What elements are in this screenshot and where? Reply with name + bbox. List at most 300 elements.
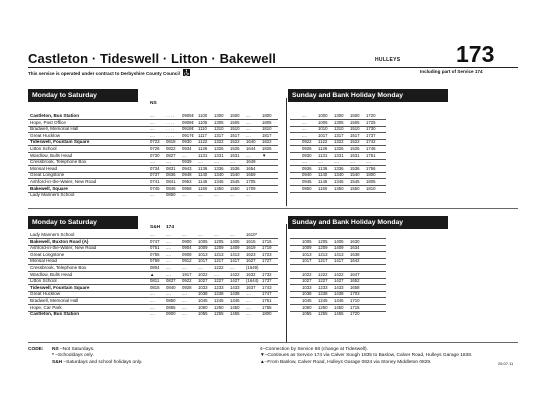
time-cell: 1350 [334, 185, 344, 191]
contract-subtitle: This service is operated under contract to Derbyshire County Council [28, 69, 190, 76]
time-cell: 1550 [350, 185, 360, 191]
time-cell: 0845 [166, 185, 176, 191]
stop-name: Great Hucklow [30, 132, 61, 138]
time-cell: 1627 [246, 258, 256, 264]
time-cell: 1526 [230, 146, 240, 151]
time-cell: 0912 [182, 258, 192, 264]
time-cell: 1010 [318, 126, 328, 132]
time-cell: 1540 [350, 172, 360, 178]
time-cell: 1245 [318, 298, 328, 303]
time-cell: 0759 [150, 258, 160, 264]
time-cell: 1619 [246, 245, 256, 251]
time-cell: 0850 [166, 192, 176, 198]
time-cell: .... [198, 159, 203, 165]
time-cell: 0958 [182, 185, 192, 191]
time-cell: 1756 [366, 165, 376, 171]
time-cell: 1705 [246, 179, 256, 184]
time-cell: .... [150, 192, 155, 198]
time-cell: 0855 [166, 304, 176, 310]
time-cell: 1126 [318, 146, 328, 151]
time-cell: .... [302, 119, 307, 125]
time-cell: . . . . [166, 119, 175, 125]
time-cell: 1522 [230, 139, 240, 145]
time-cell: .... [150, 126, 155, 132]
time-cell: 1238 [318, 291, 328, 297]
stop-name: Hope, Post Office [30, 119, 66, 125]
time-cell: 1630 [350, 238, 360, 244]
time-cell: 1150 [198, 185, 208, 191]
time-cell: 1110 [198, 126, 207, 132]
time-cell: 1540 [230, 172, 240, 178]
time-cell: 1022 [302, 271, 312, 277]
time-cell: 1033 [198, 284, 208, 290]
time-cell: 1805 [366, 179, 376, 184]
time-cell: 1050 [198, 304, 208, 310]
time-cell: .... [166, 251, 171, 257]
stop-name: Litton School [30, 278, 57, 284]
time-cell: 0917¢ [182, 132, 194, 138]
time-cell: 1751 [262, 298, 272, 303]
page-title: Castleton · Tideswell · Litton · Bakewell [28, 51, 277, 66]
time-cell: 1238 [214, 291, 224, 297]
time-cell: 1654 [246, 165, 256, 171]
time-cell: .... [302, 126, 307, 132]
time-cell: .... [246, 113, 251, 118]
time-cell: 1737 [366, 132, 376, 138]
time-cell: .... [246, 132, 251, 138]
time-cell: 1305 [214, 119, 224, 125]
time-cell: 1205 [318, 238, 328, 244]
time-cell: 1209 [214, 245, 224, 251]
time-cell: 1455 [334, 311, 344, 317]
time-cell: 0730 [150, 152, 160, 158]
time-cell: 1045 [198, 298, 208, 303]
time-cell: 0943 [182, 165, 192, 171]
time-cell: .... [214, 271, 219, 277]
time-cell: .... [302, 132, 307, 138]
time-cell: 1345 [214, 179, 224, 184]
time-cell: .... [246, 192, 251, 198]
print-code: 25.07.11 [498, 361, 514, 366]
stop-name: Castleton, Bus Station [30, 113, 80, 118]
time-cell: .... [182, 192, 187, 198]
time-cell: 0904 [182, 245, 192, 251]
time-cell: .... [214, 192, 219, 198]
time-cell: 1550 [230, 185, 240, 191]
stop-name: Bakewell, Square [30, 185, 68, 191]
time-cell: 1005 [302, 238, 312, 244]
time-cell: 1720 [350, 311, 360, 317]
time-cell: .... [166, 258, 171, 264]
time-cell: 1725 [366, 119, 376, 125]
time-cell: 1413 [230, 251, 240, 257]
time-cell: 0908 [182, 251, 192, 257]
time-cell: .... [182, 265, 187, 270]
column-header: S&H [150, 225, 161, 230]
stop-name: Castleton, Bus Station [30, 311, 80, 317]
time-cell: .... [198, 192, 203, 198]
row-divider [290, 192, 386, 193]
time-cell: 1652 [350, 278, 360, 284]
time-cell: .... [198, 265, 203, 270]
time-cell: .... [230, 265, 235, 270]
section-heading-sun-2: Sunday and Bank Holiday Monday [288, 216, 448, 229]
time-cell: 1326 [214, 146, 224, 151]
time-cell: 1105 [198, 119, 208, 125]
stop-name: Great Hucklow [30, 291, 61, 297]
time-cell: 0822 [166, 146, 176, 151]
time-cell: 1658 [350, 284, 360, 290]
time-cell: 1340 [334, 172, 344, 178]
time-cell: .... [182, 311, 187, 317]
time-cell: 1245 [214, 298, 224, 303]
time-cell: 1800 [262, 113, 272, 118]
time-cell: .... [166, 238, 171, 244]
time-cell: 0900 [166, 311, 176, 317]
time-cell: 0827 [166, 152, 176, 158]
time-cell: .... [150, 119, 155, 125]
time-cell: 1433 [230, 284, 240, 290]
note-key: * [52, 353, 56, 359]
time-cell: 1450 [334, 304, 344, 310]
time-cell: 0734 [150, 165, 160, 171]
time-cell: 0840 [166, 284, 176, 290]
time-cell: 1505 [230, 119, 240, 125]
time-cell: 1017 [318, 132, 328, 138]
time-cell: 1136 [198, 165, 208, 171]
time-cell: 0841 [166, 179, 176, 184]
time-cell: 1719 [262, 245, 272, 251]
note-item [52, 353, 94, 358]
time-cell: .... [318, 159, 323, 165]
time-cell: .... [166, 265, 171, 270]
time-cell: 1747 [262, 291, 272, 297]
time-cell: 1505 [350, 119, 360, 125]
time-cell: 1649 [246, 159, 256, 165]
time-cell: 1510 [230, 126, 240, 132]
time-cell: 1917 [182, 271, 192, 277]
column-divider-2 [286, 224, 287, 342]
time-cell: 0948 [182, 172, 192, 178]
time-cell: 1438 [334, 291, 344, 297]
time-cell: 1730 [366, 126, 376, 132]
time-cell: .... [150, 311, 155, 317]
time-cell: . . . . [166, 113, 175, 118]
time-cell: .... [182, 152, 187, 158]
stop-name: Litton School [30, 146, 57, 151]
time-cell: 1545 [230, 179, 240, 184]
time-cell: 1100 [198, 113, 208, 118]
time-cell: 1455 [230, 311, 240, 317]
time-cell: 1122 [198, 139, 208, 145]
time-cell: 1140 [198, 172, 208, 178]
time-cell: 0950 [302, 185, 312, 191]
time-cell: .... [150, 159, 155, 165]
time-cell: 1050 [302, 304, 312, 310]
time-cell: 1350 [214, 185, 224, 191]
time-cell: 1817 [262, 132, 272, 138]
time-cell: 0930 [302, 152, 312, 158]
note-text: –Schooldays only. [55, 353, 94, 359]
stop-name: Great Longstone [30, 172, 65, 178]
time-cell: 0930 [182, 139, 192, 145]
time-cell: 1723 [262, 251, 272, 257]
note-item: ▲–From Baslow, Calver Road, Hulleys Garage 0824 via Stoney Middleton 0829. [260, 359, 432, 365]
time-cell: 1710 [350, 298, 360, 303]
time-cell: 1033 [302, 284, 312, 290]
route-number: 173 [456, 41, 495, 67]
time-cell: 0936 [302, 165, 312, 171]
time-cell: 1213 [214, 251, 224, 257]
time-cell: 1409 [230, 245, 240, 251]
time-cell: . . . . [166, 132, 175, 138]
stop-name: Lady Manners School [30, 192, 75, 198]
time-cell: 1536 [230, 165, 240, 171]
time-cell: 1310 [334, 126, 344, 132]
time-cell: 1217 [214, 258, 224, 264]
time-cell: 1322 [334, 139, 344, 145]
time-cell: 1233 [318, 284, 328, 290]
note-text: –Not Saturdays. [60, 347, 95, 352]
title-rule [28, 67, 518, 68]
time-cell: 1743 [262, 284, 272, 290]
stop-name: Cressbrook, Telephone Box [30, 265, 87, 270]
time-cell: 1131 [318, 152, 328, 158]
time-cell: 1742 [366, 139, 376, 145]
time-cell: 1027 [198, 278, 208, 284]
time-cell: 1659 [246, 172, 256, 178]
time-cell: 1737 [262, 278, 272, 284]
time-cell: 1531 [350, 152, 360, 158]
column-header: NS [150, 101, 157, 106]
time-cell: 1340 [214, 172, 224, 178]
note-item [52, 360, 142, 365]
time-cell: 1336 [334, 165, 344, 171]
time-cell: 1255 [318, 311, 328, 317]
time-cell: .... [150, 298, 155, 303]
time-cell: 1637 [246, 284, 256, 290]
time-cell: 1209 [318, 245, 328, 251]
time-cell: 1405 [334, 238, 344, 244]
time-cell: ▼ [262, 152, 267, 158]
time-cell: 1715 [262, 238, 272, 244]
time-cell: 1640 [246, 139, 256, 145]
time-cell: .... [182, 291, 187, 297]
time-cell: .... [166, 271, 171, 277]
time-cell: 1417 [230, 258, 240, 264]
time-cell: 1126 [198, 146, 208, 151]
time-cell: 1427 [334, 278, 344, 284]
stop-name: Bradwell, Memorial Hall [30, 126, 79, 132]
time-cell: 1317 [334, 132, 344, 138]
time-cell: 1422 [334, 271, 344, 277]
stop-name: Great Longstone [30, 251, 65, 257]
time-cell: 1822 [262, 139, 272, 145]
time-cell: 1644 [246, 146, 256, 151]
note-key: NS [52, 347, 60, 352]
time-cell: 1322 [214, 139, 224, 145]
stop-name: Tideswell, Fountain Square [30, 284, 90, 290]
time-cell: 1205 [214, 238, 224, 244]
time-cell: 1433 [334, 284, 344, 290]
time-cell: 1326 [334, 146, 344, 151]
time-cell: 1145 [318, 179, 328, 184]
time-cell: 1800 [262, 311, 272, 317]
time-cell: 1545 [350, 179, 360, 184]
time-cell: .... [166, 245, 171, 251]
time-cell: 0737 [150, 172, 160, 178]
time-cell: .... [166, 159, 171, 165]
section-heading-mon-sat: Monday to Saturday [28, 89, 138, 102]
time-cell: 1623 [246, 251, 256, 257]
column-header: 174 [166, 225, 175, 230]
time-cell: 1810 [262, 126, 272, 132]
time-cell: 0928 [182, 284, 192, 290]
time-cell: 1140 [318, 172, 328, 178]
time-cell: .... [166, 232, 171, 237]
stop-name: Tideswell, Fountain Square [30, 139, 90, 145]
time-cell: 1800 [366, 172, 376, 178]
time-cell: 1409 [334, 245, 344, 251]
time-cell: 1038 [198, 291, 208, 297]
time-cell: 0755 [150, 251, 160, 257]
time-cell: 0723 [150, 139, 160, 145]
time-cell: 0831 [166, 165, 176, 171]
time-cell: ▲ [150, 271, 155, 277]
time-cell: 1131 [198, 152, 208, 158]
time-cell: 0953 [182, 179, 192, 184]
time-cell: 1027 [302, 278, 312, 284]
time-cell: 1013 [302, 251, 312, 257]
timetable-page [28, 38, 518, 366]
time-cell: 1217 [318, 258, 328, 264]
time-cell: 1013 [198, 251, 208, 257]
time-cell: 1805 [262, 119, 272, 125]
time-cell: 1634 [350, 245, 360, 251]
time-cell: 0940 [302, 172, 312, 178]
time-cell: .... [182, 298, 187, 303]
time-cell: 1022 [198, 271, 208, 277]
time-cell: 1250 [214, 304, 224, 310]
time-cell: . . . . [166, 126, 175, 132]
time-cell: 1500 [350, 113, 360, 118]
time-cell: 0850 [166, 298, 176, 303]
section-heading-mon-sat-2: Monday to Saturday [28, 216, 138, 229]
time-cell: 1038 [302, 291, 312, 297]
time-cell: .... [334, 159, 339, 165]
stop-name: Bradwell, Memorial Hall [30, 298, 79, 303]
time-cell: 1227 [318, 278, 328, 284]
time-cell: .... [150, 304, 155, 310]
mid-rule [28, 208, 518, 209]
time-cell: 1510 [350, 126, 360, 132]
time-cell: 1751 [366, 152, 376, 158]
time-cell: 1005 [198, 238, 208, 244]
time-cell: 1255 [214, 311, 224, 317]
time-cell: .... [246, 291, 251, 297]
part-of-note: Including part of Service 174 [420, 69, 483, 74]
time-cell: .... [150, 132, 155, 138]
time-cell: 1531 [230, 152, 240, 158]
stop-name: Ashford-in-the-Water, New Road [30, 245, 97, 251]
time-cell: 1213 [318, 251, 328, 257]
time-cell: 0741 [150, 179, 160, 184]
time-cell: .... [166, 291, 171, 297]
time-cell: 1417 [334, 258, 344, 264]
time-cell: .... [246, 152, 251, 158]
time-cell: 1017 [198, 258, 208, 264]
time-cell: 1305 [334, 119, 344, 125]
stop-name: Wardlow, Bulls Head [30, 271, 73, 277]
time-cell: 0908¢ [182, 119, 194, 125]
time-cell: 1810 [366, 185, 376, 191]
time-cell: 1445 [334, 298, 344, 303]
time-cell: 0836 [166, 172, 176, 178]
time-cell: 1746 [366, 146, 376, 151]
time-cell: .... [302, 113, 307, 118]
section-heading-sun: Sunday and Bank Holiday Monday [288, 89, 448, 102]
time-cell: 0811 [150, 278, 160, 284]
time-cell: 1055 [302, 311, 312, 317]
time-cell: .... [198, 232, 203, 237]
time-cell: 1009 [302, 245, 312, 251]
time-cell: 1009 [198, 245, 208, 251]
time-cell: 1500 [230, 113, 240, 118]
time-cell: 1227 [214, 278, 224, 284]
time-cell: 1117 [198, 132, 207, 138]
time-cell: 1536 [350, 165, 360, 171]
stop-name: Hope, Car Park [30, 304, 62, 310]
time-cell: 1727 [262, 258, 272, 264]
time-cell: .... [246, 304, 251, 310]
time-cell: .... [246, 311, 251, 317]
time-cell: 1720 [366, 113, 376, 118]
time-cell: 1413 [334, 251, 344, 257]
time-cell: 1122 [318, 139, 328, 145]
time-cell: .... [246, 119, 251, 125]
stop-name: Bakewell, Buxton Road (A) [30, 238, 89, 244]
stop-name: Lady Manners School [30, 232, 75, 237]
time-cell: 1715 [350, 304, 360, 310]
time-cell: (1649) [246, 265, 259, 270]
note-item: ▼–Continues as Service 174 via Calver Sough 1835 to Baslow, Calver Road, Hulleys Garage 1838. [260, 353, 473, 359]
wheelchair-icon [183, 69, 190, 76]
time-cell: 1233 [214, 284, 224, 290]
row-divider [290, 264, 386, 265]
time-cell: 1345 [334, 179, 344, 184]
time-cell: 1517 [230, 132, 240, 138]
code-label: CODE: [28, 347, 44, 352]
time-cell: 1438 [230, 291, 240, 297]
time-cell: .... [182, 232, 187, 237]
time-cell: 1250 [318, 304, 328, 310]
time-cell: 1331 [214, 152, 224, 158]
column-divider [286, 98, 287, 206]
time-cell: 0751 [150, 245, 160, 251]
time-cell: 1703 [350, 291, 360, 297]
note-item: ¢–Connection by Service 68 (change at Tideswell). [260, 347, 368, 352]
time-cell: 1336 [214, 165, 224, 171]
time-cell: 0900 [182, 238, 192, 244]
time-cell: 0945 [302, 179, 312, 184]
time-cell: 0905¢ [182, 113, 194, 118]
time-cell: .... [246, 126, 251, 132]
time-cell: .... [150, 113, 155, 118]
time-cell: 1450 [230, 304, 240, 310]
note-key: S&H [52, 359, 64, 365]
time-cell: .... [214, 232, 219, 237]
time-cell: .... [302, 159, 307, 165]
